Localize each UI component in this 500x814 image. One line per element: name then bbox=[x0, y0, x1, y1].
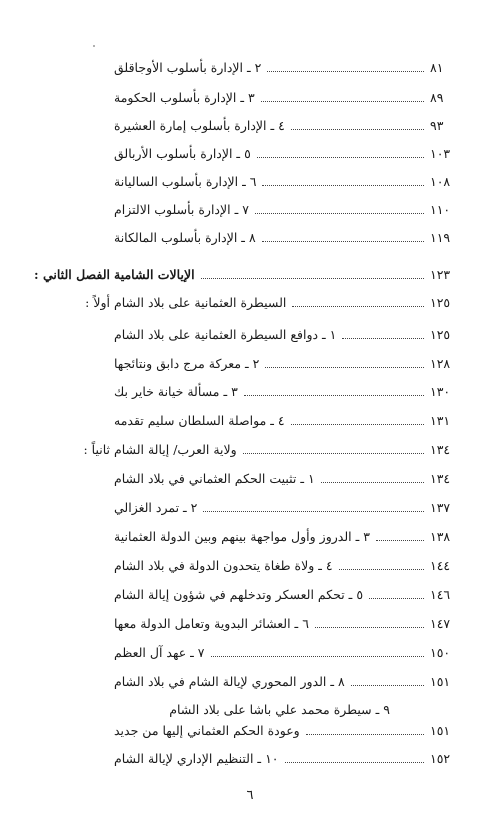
entry-title: ٤ ـ ولاة طغاة يتحدون الدولة في بلاد الشام bbox=[114, 558, 333, 573]
entry-title: ٣ ـ مسألة خيانة خاير بك bbox=[114, 384, 238, 399]
leader-dots bbox=[261, 100, 424, 102]
entry-page: ١١٩ bbox=[430, 230, 451, 245]
entry-title: ٥ ـ تحكم العسكر وتدخلهم في شؤون إيالة الشام bbox=[114, 587, 364, 602]
entry-title: وعودة الحكم العثماني إليها من جديد bbox=[114, 723, 300, 738]
chapter-label: الفصل الثاني : bbox=[34, 267, 110, 282]
entry-page: ١٢٨ bbox=[430, 356, 451, 371]
leader-dots bbox=[201, 277, 424, 279]
entry-title: ٢ ـ معركة مرج دابق ونتائجها bbox=[114, 356, 260, 371]
toc-entry bbox=[30, 555, 470, 577]
entry-page: ١٥٠ bbox=[430, 645, 451, 660]
entry-title: ١ ـ دوافع السيطرة العثمانية على بلاد الشام bbox=[114, 327, 337, 342]
toc-entry bbox=[30, 613, 470, 635]
toc-entry bbox=[30, 381, 470, 403]
section-label: أولاً : bbox=[85, 295, 110, 310]
entry-page: ١٥٢ bbox=[430, 751, 451, 766]
leader-dots bbox=[257, 156, 424, 158]
toc-entry bbox=[30, 526, 470, 548]
toc-entry bbox=[30, 584, 470, 606]
entry-page: ١٠٨ bbox=[430, 174, 451, 189]
entry-page: ١٥١ bbox=[430, 674, 451, 689]
entry-page: ١٤٤ bbox=[430, 558, 451, 573]
leader-dots bbox=[369, 597, 424, 599]
toc-entry bbox=[30, 199, 470, 221]
toc-section-entry bbox=[30, 292, 470, 314]
entry-title: ٨ ـ الإدارة بأسلوب المالكانة bbox=[114, 230, 256, 245]
entry-page: ٩٣ bbox=[430, 118, 444, 133]
leader-dots bbox=[265, 366, 424, 368]
leader-dots bbox=[211, 655, 425, 657]
leader-dots bbox=[267, 70, 424, 72]
entry-title: ٣ ـ الدروز وأول مواجهة بينهم وبين الدولة العثمانية bbox=[114, 529, 370, 544]
entry-title-first-line: ٩ ـ سيطرة محمد علي باشا على بلاد الشام bbox=[169, 702, 390, 717]
entry-page: ١٣٤ bbox=[430, 471, 451, 486]
leader-dots bbox=[285, 761, 424, 763]
entry-page: ١٤٦ bbox=[430, 587, 451, 602]
toc-entry bbox=[30, 468, 470, 490]
toc-entry bbox=[30, 353, 470, 375]
entry-page: ١٥١ bbox=[430, 723, 451, 738]
toc-chapter-entry bbox=[30, 264, 470, 286]
entry-title: ٦ ـ الإدارة بأسلوب الساليانة bbox=[114, 174, 257, 189]
entry-page: ١٢٥ bbox=[430, 327, 451, 342]
entry-page: ٨٩ bbox=[430, 90, 444, 105]
leader-dots bbox=[262, 240, 424, 242]
entry-page: ١٤٧ bbox=[430, 616, 451, 631]
entry-page: ١١٠ bbox=[430, 202, 451, 217]
entry-title: ١ ـ تثبيت الحكم العثماني في بلاد الشام bbox=[114, 471, 315, 486]
entry-page: ١٣٨ bbox=[430, 529, 451, 544]
toc-entry bbox=[30, 143, 470, 165]
chapter-title: الإيالات الشامية bbox=[114, 267, 195, 282]
entry-title: ٢ ـ الإدارة بأسلوب الأوجاقلق bbox=[114, 60, 262, 75]
entry-title: ٤ ـ الإدارة بأسلوب إمارة العشيرة bbox=[114, 118, 285, 133]
leader-dots bbox=[315, 626, 424, 628]
leader-dots bbox=[244, 394, 424, 396]
entry-page: ١٣١ bbox=[430, 413, 451, 428]
entry-title: ٤ ـ مواصلة السلطان سليم تقدمه bbox=[114, 413, 285, 428]
toc-entry bbox=[30, 171, 470, 193]
toc-entry bbox=[30, 57, 470, 79]
toc-section-entry bbox=[30, 439, 470, 461]
entry-title: ٢ ـ تمرد الغزالي bbox=[114, 500, 198, 515]
toc-entry bbox=[30, 115, 470, 137]
entry-title: ١٠ ـ التنظيم الإداري لإيالة الشام bbox=[114, 751, 279, 766]
leader-dots bbox=[306, 733, 424, 735]
entry-page: ٨١ bbox=[430, 60, 444, 75]
entry-page: ١٣٤ bbox=[430, 442, 451, 457]
leader-dots bbox=[376, 539, 424, 541]
toc-entry bbox=[30, 227, 470, 249]
toc-entry bbox=[30, 324, 470, 346]
toc-entry bbox=[30, 671, 470, 693]
entry-title: ٧ ـ عهد آل العظم bbox=[114, 645, 205, 660]
entry-title: ٦ ـ العشائر البدوية وتعامل الدولة معها bbox=[114, 616, 309, 631]
toc-entry bbox=[30, 410, 470, 432]
scan-speck bbox=[93, 45, 95, 47]
entry-title: ٧ ـ الإدارة بأسلوب الالتزام bbox=[114, 202, 249, 217]
toc-entry bbox=[30, 720, 470, 742]
page-number: ٦ bbox=[246, 788, 254, 803]
entry-title: ٨ ـ الدور المحوري لإيالة الشام في بلاد الشام bbox=[114, 674, 345, 689]
entry-title: ٣ ـ الإدارة بأسلوب الحكومة bbox=[114, 90, 255, 105]
entry-page: ١٢٣ bbox=[430, 267, 451, 282]
leader-dots bbox=[351, 684, 424, 686]
leader-dots bbox=[339, 568, 424, 570]
entry-page: ١٢٥ bbox=[430, 295, 451, 310]
leader-dots bbox=[291, 423, 424, 425]
section-title: ولاية العرب/ إيالة الشام bbox=[114, 442, 237, 457]
section-title: السيطرة العثمانية على بلاد الشام bbox=[114, 295, 287, 310]
leader-dots bbox=[321, 481, 424, 483]
leader-dots bbox=[243, 452, 424, 454]
leader-dots bbox=[342, 337, 424, 339]
leader-dots bbox=[255, 212, 424, 214]
toc-entry bbox=[30, 748, 470, 770]
section-label: ثانياً : bbox=[83, 442, 110, 457]
toc-entry bbox=[30, 497, 470, 519]
leader-dots bbox=[291, 128, 424, 130]
entry-page: ١٣٠ bbox=[430, 384, 451, 399]
toc-entry bbox=[30, 642, 470, 664]
leader-dots bbox=[292, 305, 424, 307]
toc-entry bbox=[30, 87, 470, 109]
entry-title: ٥ ـ الإدارة بأسلوب الأربالق bbox=[114, 146, 251, 161]
leader-dots bbox=[203, 510, 424, 512]
entry-page: ١٠٣ bbox=[430, 146, 451, 161]
leader-dots bbox=[262, 184, 424, 186]
entry-page: ١٣٧ bbox=[430, 500, 451, 515]
